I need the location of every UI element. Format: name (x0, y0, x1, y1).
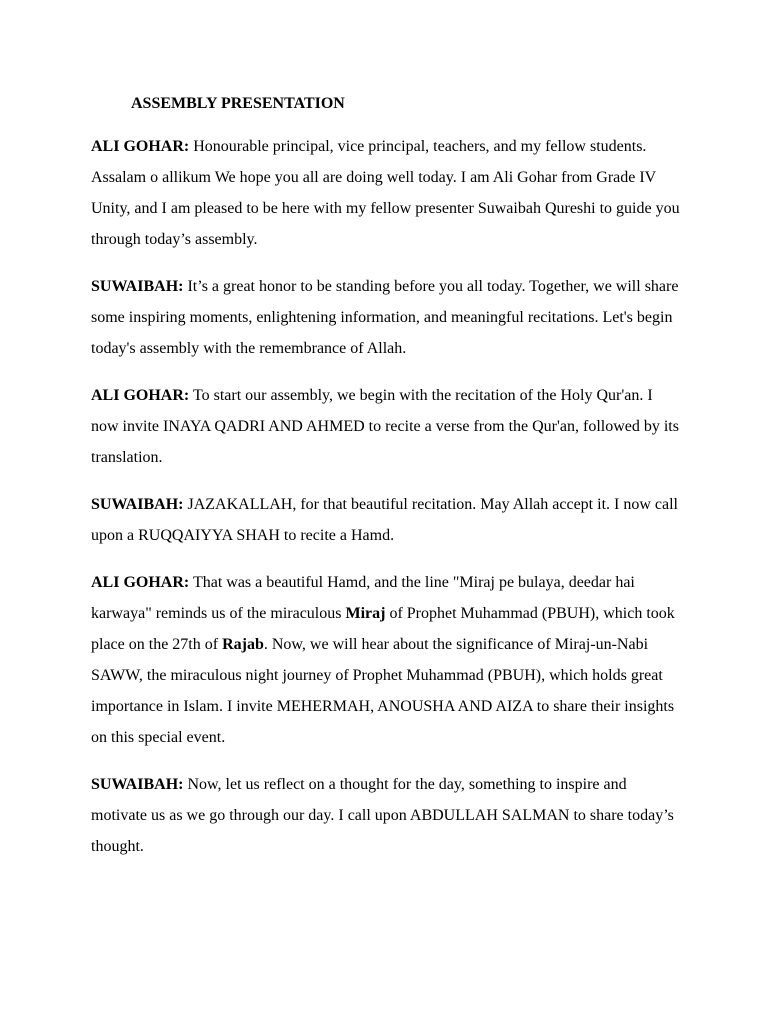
script-paragraph-2 (91, 271, 683, 364)
paragraph-text: Honourable principal, vice principal, teachers, and my fellow students. Assalam o allikum We hope you all are doing well today. I am Ali Gohar from Grade IV Unity, and I am pleased to be here with my fellow presenter Suwaibah Qureshi to guide you through today’s assembly. (91, 138, 680, 248)
speaker-label: SUWAIBAH: (91, 776, 184, 793)
paragraph-text: of Prophet Muhammad (PBUH), which took place on the 27th of (91, 605, 675, 653)
paragraph-text: That was a beautiful Hamd, and the line "Miraj pe bulaya, deedar hai karwaya" reminds us of the miraculous (91, 574, 635, 622)
document-title: ASSEMBLY PRESENTATION (131, 95, 345, 112)
speaker-label: SUWAIBAH: (91, 278, 184, 295)
emphasis-rajab: Rajab (222, 636, 264, 653)
paragraph-text: To start our assembly, we begin with the recitation of the Holy Qur'an. I now invite INAYA QADRI AND AHMED to recite a verse from the Qur'an, followed by its translation. (91, 387, 679, 466)
script-paragraph-6 (91, 769, 683, 862)
emphasis-miraj: Miraj (345, 605, 386, 622)
document-body (91, 93, 683, 878)
script-paragraph-3 (91, 380, 683, 473)
speaker-label: SUWAIBAH: (91, 496, 184, 513)
paragraph-text: . Now, we will hear about the significance of Miraj-un-Nabi SAWW, the miraculous night journey of Prophet Muhammad (PBUH), which holds great importance in Islam. I invite MEHERMAH, ANOUSHA AND AIZA to share their insights on this special event. (91, 636, 675, 746)
speaker-label: ALI GOHAR: (91, 387, 190, 404)
speaker-label: ALI GOHAR: (91, 138, 190, 155)
script-paragraph-4 (91, 489, 683, 551)
script-paragraph-5 (91, 567, 683, 753)
script-paragraph-1 (91, 131, 683, 255)
paragraph-text: Now, let us reflect on a thought for the day, something to inspire and motivate us as we go through our day. I call upon ABDULLAH SALMAN to share today’s thought. (91, 776, 674, 855)
speaker-label: ALI GOHAR: (91, 574, 190, 591)
paragraph-text: JAZAKALLAH, for that beautiful recitation. May Allah accept it. I now call upon a RUQQAIYYA SHAH to recite a Hamd. (91, 496, 678, 544)
paragraph-text: It’s a great honor to be standing before you all today. Together, we will share some inspiring moments, enlightening information, and meaningful recitations. Let's begin today's assembly with the remembrance of Allah. (91, 278, 679, 357)
